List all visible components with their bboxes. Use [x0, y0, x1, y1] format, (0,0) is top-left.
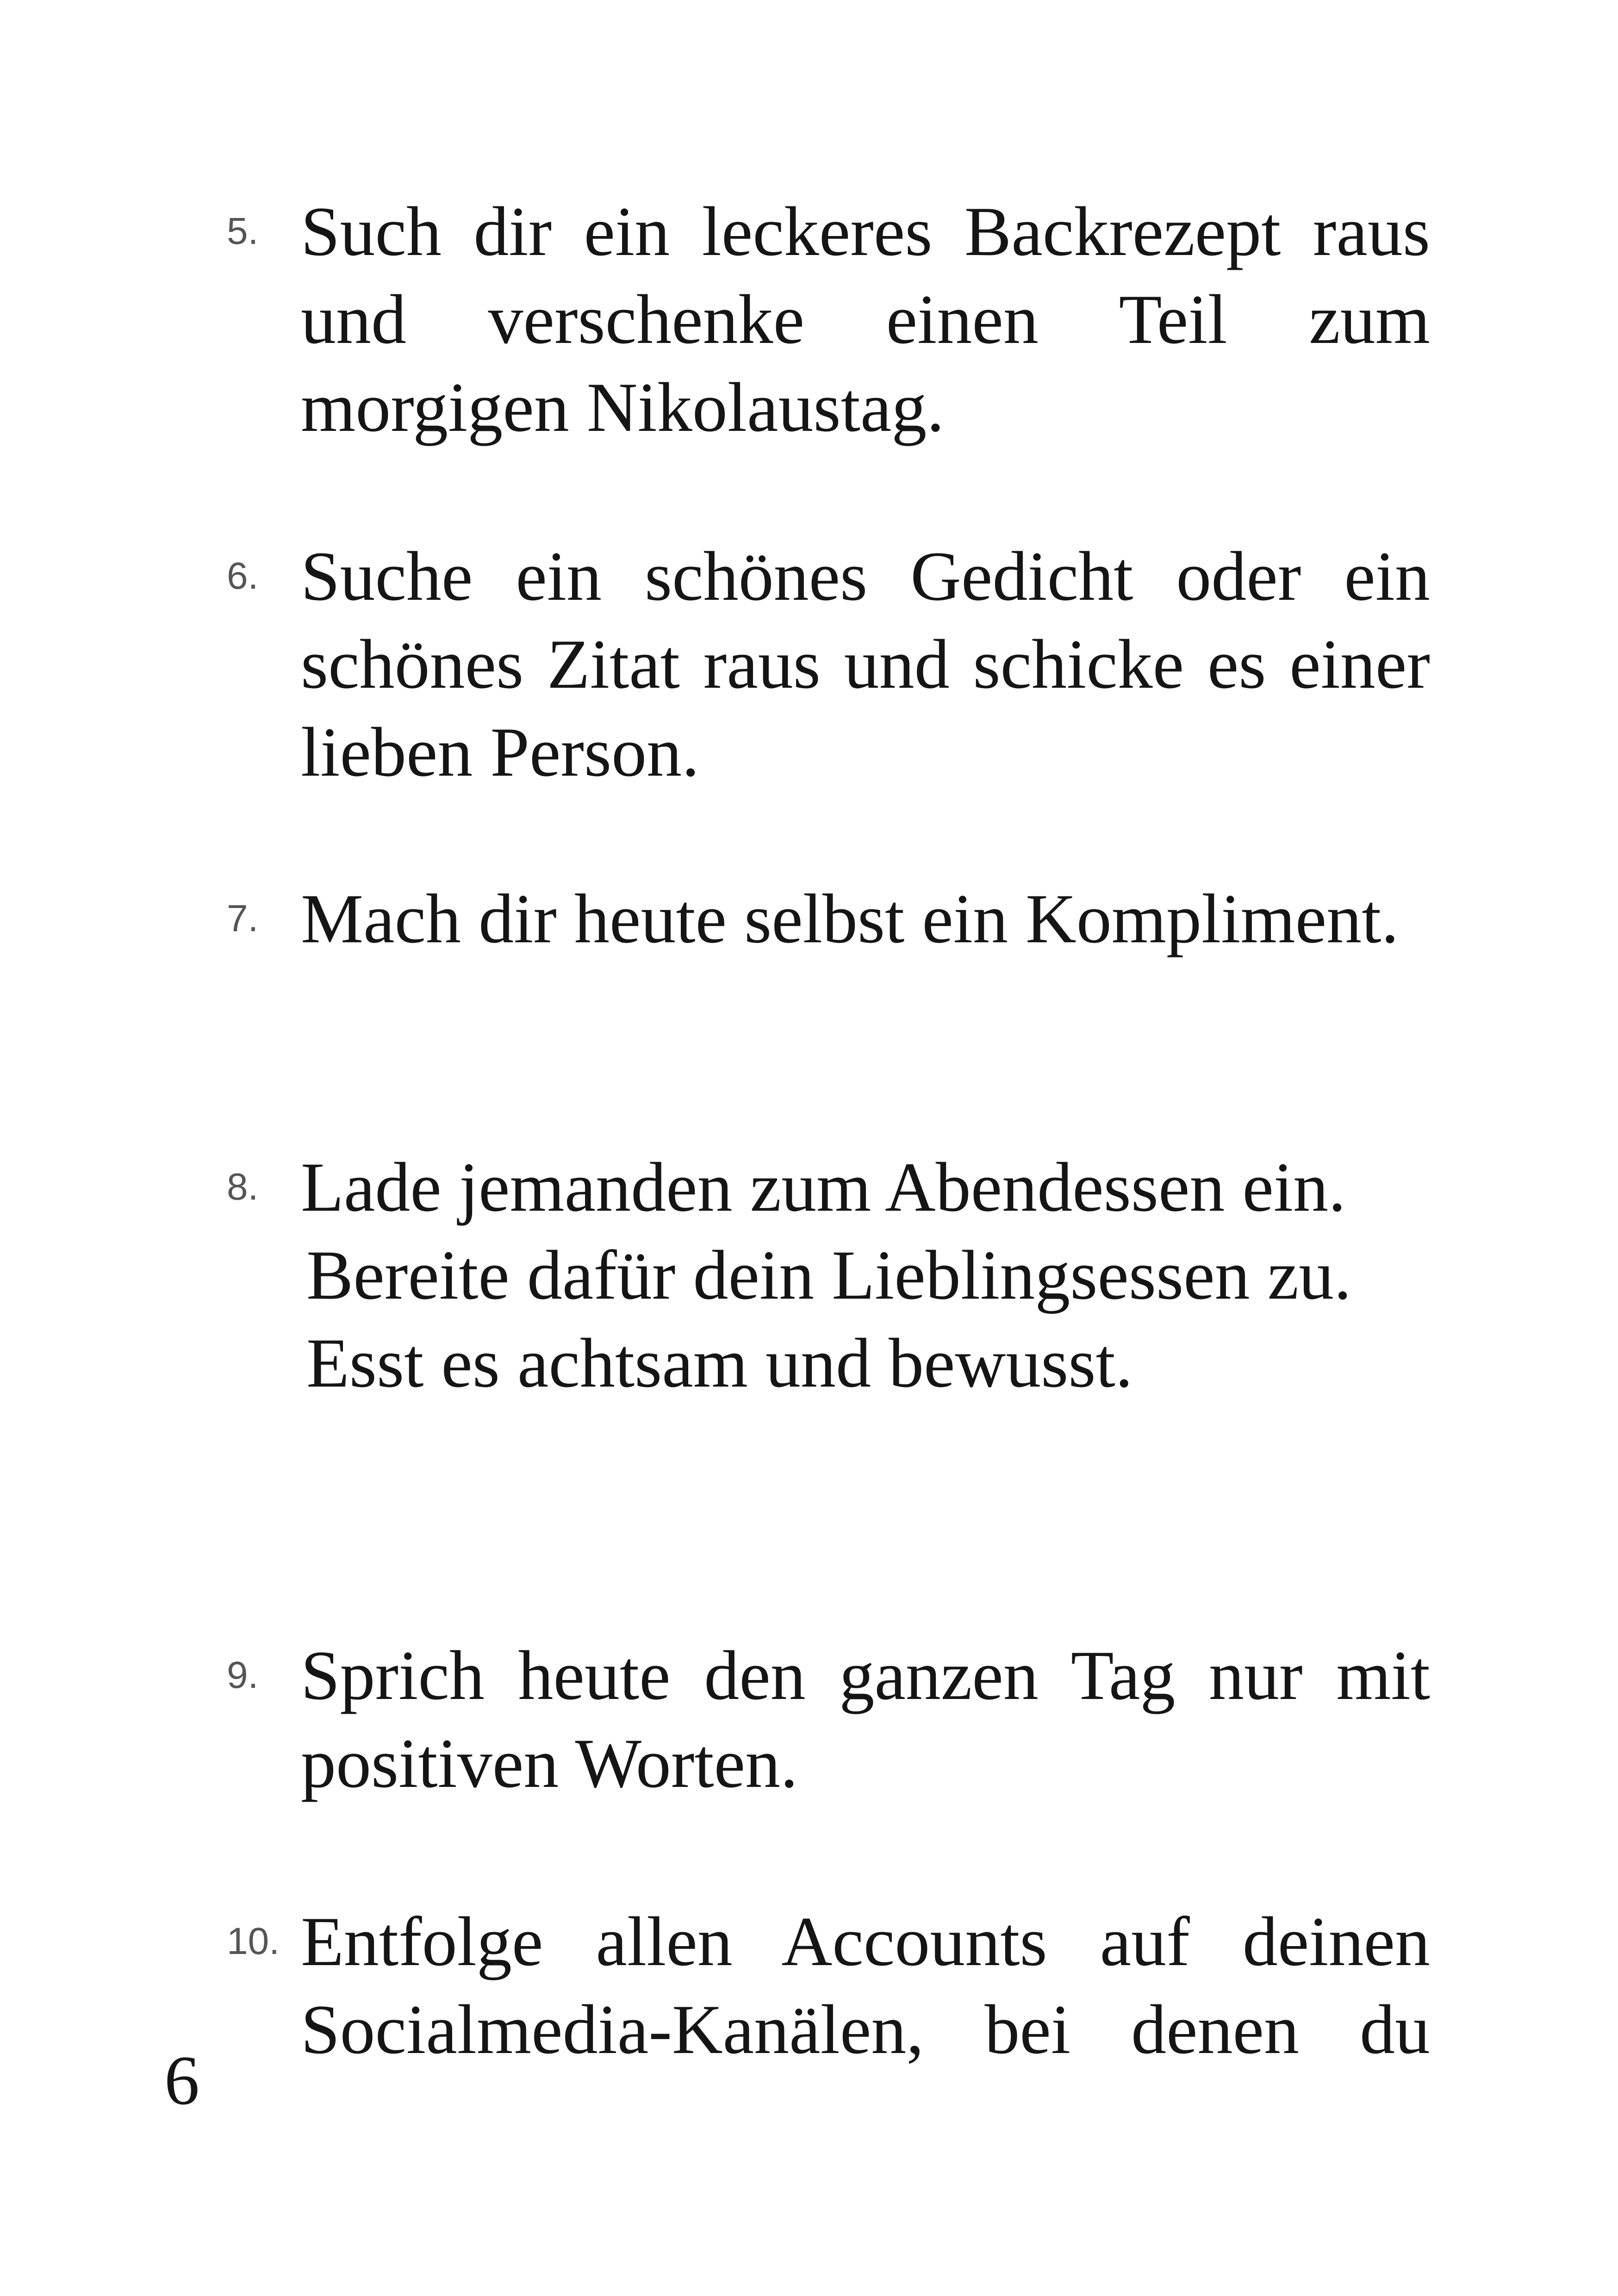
list-number: 6. — [227, 555, 259, 597]
list-number: 7. — [227, 897, 259, 940]
list-item-extra-line: Bereite dafür dein Lieblingsessen zu. — [306, 1236, 1352, 1314]
list-number: 9. — [227, 1654, 259, 1696]
list-item-text: Sprich heute den ganzen Tag nur mit positiven Worten. — [301, 1636, 1430, 1802]
list-item-6 — [227, 532, 1430, 796]
list-item-10 — [227, 1898, 1430, 2073]
list-item-5 — [227, 187, 1430, 451]
list-item-7 — [227, 875, 1430, 963]
list-number: 10. — [227, 1920, 280, 1962]
list-number: 5. — [227, 210, 259, 252]
list-item-text: Entfolge allen Accounts auf deinen Socialmedia-Kanälen, bei denen du — [301, 1903, 1430, 2068]
page-number: 6 — [164, 2041, 199, 2119]
list-item-text: Such dir ein leckeres Backrezept raus und verschenke einen Teil zum morgigen Nikolaustag. — [301, 193, 1430, 446]
list-item-text: Lade jemanden zum Abendessen ein. — [301, 1148, 1346, 1226]
list-item-text: Suche ein schönes Gedicht oder ein schönes Zitat raus und schicke es einer lieben Person. — [301, 537, 1430, 791]
list-item-extra-line: Esst es achtsam und bewusst. — [306, 1324, 1133, 1402]
list-item-text: Mach dir heute selbst ein Kompliment. — [301, 880, 1399, 958]
list-item-9 — [227, 1631, 1430, 1807]
list-number: 8. — [227, 1166, 259, 1208]
list-item-8 — [227, 1143, 1430, 1407]
